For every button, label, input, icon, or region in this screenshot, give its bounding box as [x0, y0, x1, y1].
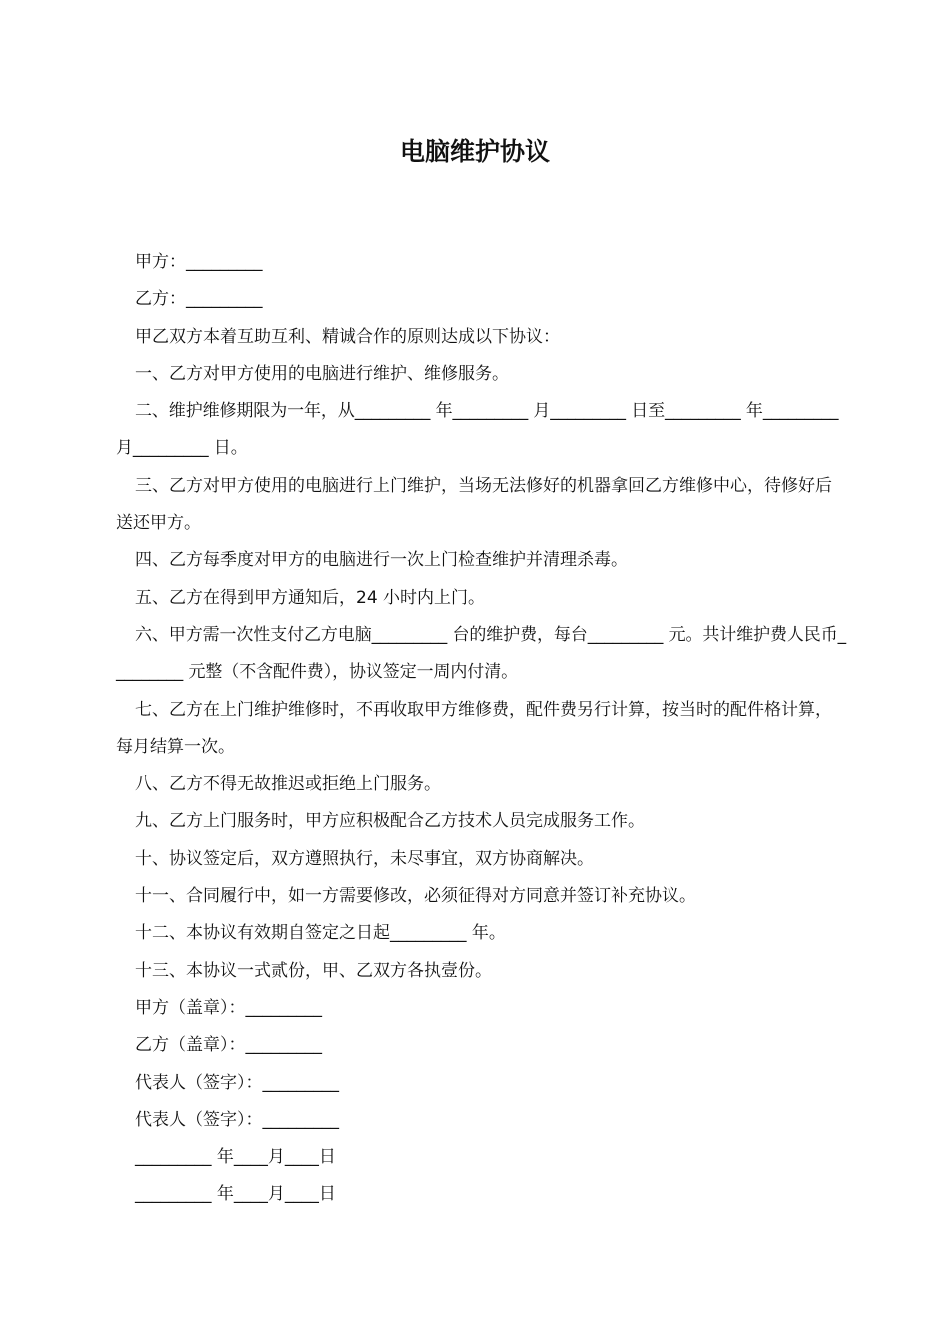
clause-5: 五、乙方在得到甲方通知后，24 小时内上门。 [135, 587, 486, 608]
representative-signature-line-2: 代表人（签字）：_________ [135, 1109, 339, 1130]
document-title: 电脑维护协议 [399, 137, 550, 166]
clause-2: 二、维护维修期限为一年，从_________ 年_________ 月_________ 日至_________ 年_________ 月_________ 日。 [116, 401, 839, 459]
party-a-line: 甲方：_________ [135, 252, 263, 272]
date-line-2: _________ 年____月____日 [135, 1184, 336, 1205]
party-a-seal-line: 甲方（盖章）：_________ [135, 997, 322, 1018]
document-body [116, 244, 846, 1214]
clause-13: 十三、本协议一式贰份，甲、乙双方各执壹份。 [135, 960, 492, 981]
clause-3: 三、乙方对甲方使用的电脑进行上门维护，当场无法修好的机器拿回乙方维修中心，待修好后送还甲方。 [116, 475, 832, 534]
clause-7: 七、乙方在上门维护维修时，不再收取甲方维修费，配件费另行计算，按当时的配件格计算，每月结算一次。 [116, 699, 832, 757]
clause-10: 十、协议签定后，双方遵照执行，未尽事宜，双方协商解决。 [135, 848, 594, 869]
clause-12: 十二、本协议有效期自签定之日起_________ 年。 [135, 923, 506, 944]
clause-1: 一、乙方对甲方使用的电脑进行维护、维修服务。 [135, 363, 509, 384]
clause-8: 八、乙方不得无故推迟或拒绝上门服务。 [135, 774, 441, 795]
party-b-line: 乙方：_________ [135, 289, 263, 310]
party-b-seal-line: 乙方（盖章）：_________ [135, 1035, 322, 1056]
preamble: 甲乙双方本着互助互利、精诚合作的原则达成以下协议： [135, 326, 560, 347]
clause-4: 四、乙方每季度对甲方的电脑进行一次上门检查维护并清理杀毒。 [135, 550, 628, 571]
clause-9: 九、乙方上门服务时，甲方应积极配合乙方技术人员完成服务工作。 [135, 811, 645, 832]
date-line-1: _________ 年____月____日 [135, 1147, 336, 1168]
clause-11: 十一、合同履行中，如一方需要修改，必须征得对方同意并签订补充协议。 [135, 886, 696, 907]
clause-6: 六、甲方需一次性支付乙方电脑_________ 台的维护费，每台_________ 元。共计维护费人民币_________ 元整（不含配件费），协议签定一周内付清。 [116, 624, 847, 683]
representative-signature-line-1: 代表人（签字）：_________ [135, 1072, 339, 1093]
